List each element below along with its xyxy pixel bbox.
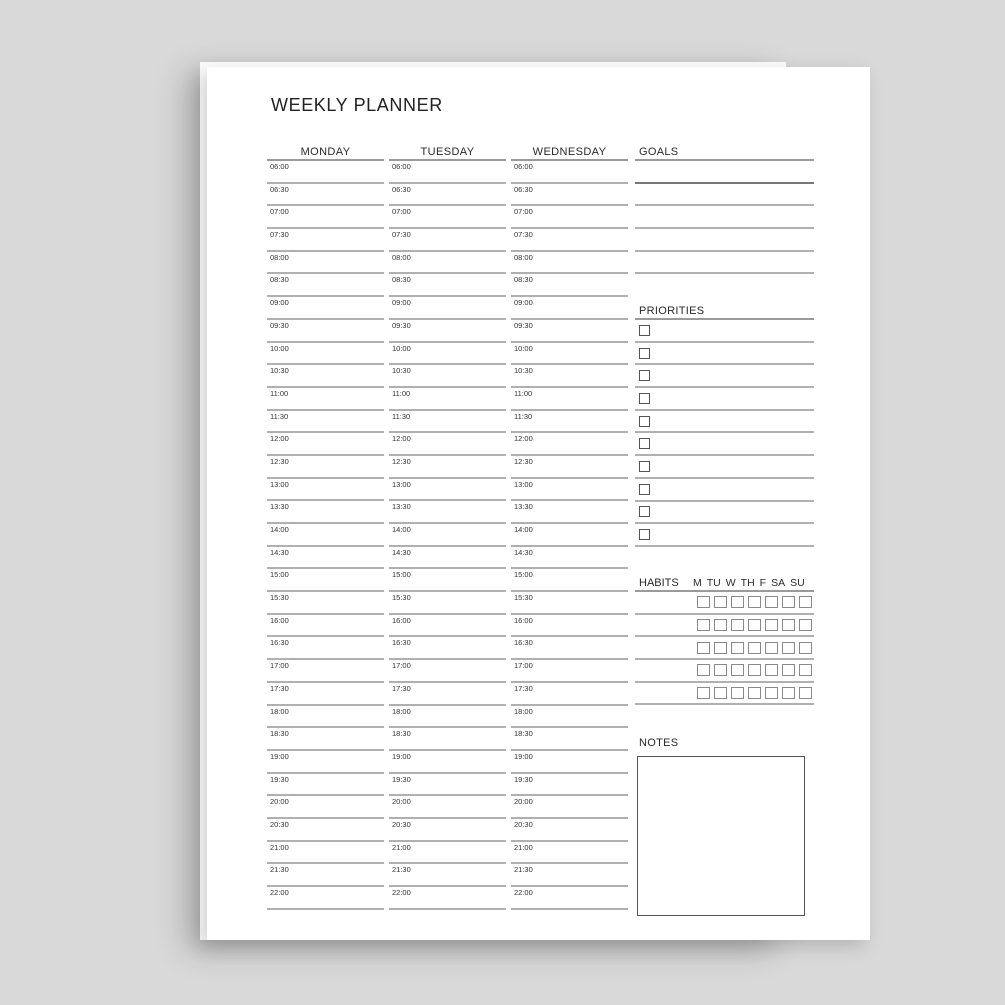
time-slot[interactable]: 07:30: [511, 229, 628, 252]
habit-checkbox[interactable]: [731, 687, 744, 699]
habit-day-names: [693, 576, 810, 590]
checkbox[interactable]: [639, 461, 650, 472]
day-column-wednesday: [511, 145, 628, 910]
time-slot[interactable]: 19:30: [389, 774, 506, 797]
checkbox[interactable]: [639, 325, 650, 336]
time-slot[interactable]: 09:30: [389, 320, 506, 343]
habit-checkbox[interactable]: [697, 619, 710, 631]
time-slot[interactable]: 09:30: [267, 320, 384, 343]
time-slot[interactable]: 14:30: [267, 547, 384, 570]
goal-line[interactable]: [635, 161, 814, 184]
time-slot[interactable]: 08:00: [389, 252, 506, 275]
habit-checkbox[interactable]: [782, 642, 795, 654]
habits-header: [635, 576, 814, 592]
habit-day-label: TU: [706, 577, 721, 589]
time-slot[interactable]: 09:00: [511, 297, 628, 320]
priority-row[interactable]: [635, 343, 814, 366]
habit-day-label: SA: [771, 577, 786, 589]
habit-day-label: F: [759, 577, 767, 589]
habit-checkbox[interactable]: [748, 642, 761, 654]
habits-title: HABITS: [639, 577, 679, 589]
checkbox[interactable]: [639, 529, 650, 540]
time-slot[interactable]: 10:30: [511, 365, 628, 388]
habit-day-label: M: [693, 577, 702, 589]
time-slot[interactable]: 17:30: [511, 683, 628, 706]
habit-checkbox[interactable]: [748, 619, 761, 631]
priority-row[interactable]: [635, 524, 814, 547]
time-slot[interactable]: 07:00: [389, 206, 506, 229]
day-column-tuesday: [389, 145, 506, 910]
time-slot[interactable]: 10:00: [511, 343, 628, 366]
time-slot[interactable]: 16:00: [511, 615, 628, 638]
time-slot[interactable]: 08:00: [511, 252, 628, 275]
day-header: TUESDAY: [389, 145, 506, 161]
habit-row[interactable]: [635, 592, 814, 615]
time-slot[interactable]: 11:30: [267, 411, 384, 434]
habit-day-label: TH: [740, 577, 755, 589]
priorities-title: PRIORITIES: [635, 304, 814, 320]
priority-row[interactable]: [635, 479, 814, 502]
time-slot[interactable]: 08:30: [511, 274, 628, 297]
time-slot[interactable]: 06:00: [267, 161, 384, 184]
time-slot[interactable]: 20:30: [389, 819, 506, 842]
priority-row[interactable]: [635, 433, 814, 456]
habit-row[interactable]: [635, 615, 814, 638]
time-slot[interactable]: 13:00: [267, 479, 384, 502]
time-slot[interactable]: 16:00: [389, 615, 506, 638]
habit-day-label: W: [725, 577, 736, 589]
priority-row[interactable]: [635, 411, 814, 434]
time-slot[interactable]: 22:00: [511, 887, 628, 910]
time-slot[interactable]: 20:00: [511, 796, 628, 819]
habit-checkbox[interactable]: [799, 664, 812, 676]
time-slot[interactable]: 15:00: [389, 569, 506, 592]
goal-line[interactable]: [635, 229, 814, 252]
habit-checkbox[interactable]: [799, 642, 812, 654]
habit-checkbox[interactable]: [782, 664, 795, 676]
planner-page: [207, 67, 870, 940]
time-slot[interactable]: 14:30: [511, 547, 628, 570]
time-slot[interactable]: 07:00: [267, 206, 384, 229]
time-slot[interactable]: 10:30: [267, 365, 384, 388]
time-slot[interactable]: 17:00: [267, 660, 384, 683]
habits-section: [635, 576, 814, 705]
habit-checkbox[interactable]: [748, 596, 761, 608]
habit-checkbox[interactable]: [782, 619, 795, 631]
time-slot[interactable]: 16:30: [389, 637, 506, 660]
habit-checkbox[interactable]: [697, 642, 710, 654]
habit-checkbox[interactable]: [765, 664, 778, 676]
time-slots: [389, 161, 506, 910]
time-slot[interactable]: 14:00: [389, 524, 506, 547]
time-slot[interactable]: 12:30: [267, 456, 384, 479]
time-slot[interactable]: 18:30: [267, 728, 384, 751]
time-slot[interactable]: 15:30: [267, 592, 384, 615]
time-slot[interactable]: 11:00: [389, 388, 506, 411]
habit-checkbox[interactable]: [714, 596, 727, 608]
time-slot[interactable]: 12:00: [511, 433, 628, 456]
priority-row[interactable]: [635, 365, 814, 388]
page-title: WEEKLY PLANNER: [271, 95, 443, 115]
habit-checkbox[interactable]: [731, 619, 744, 631]
day-header: MONDAY: [267, 145, 384, 161]
time-slot[interactable]: 12:30: [511, 456, 628, 479]
notes-title: NOTES: [639, 737, 679, 749]
time-slot[interactable]: 18:00: [267, 706, 384, 729]
time-slot[interactable]: 18:00: [389, 706, 506, 729]
time-slot[interactable]: 19:30: [267, 774, 384, 797]
time-slot[interactable]: 21:30: [267, 864, 384, 887]
priority-row[interactable]: [635, 388, 814, 411]
habit-checkbox[interactable]: [748, 687, 761, 699]
time-slot[interactable]: 18:30: [389, 728, 506, 751]
time-slot[interactable]: 20:30: [267, 819, 384, 842]
time-slot[interactable]: 15:30: [389, 592, 506, 615]
time-slot[interactable]: 06:30: [267, 184, 384, 207]
day-column-monday: [267, 145, 384, 910]
time-slot[interactable]: 09:00: [267, 297, 384, 320]
time-slot[interactable]: 17:00: [389, 660, 506, 683]
time-slot[interactable]: 08:30: [389, 274, 506, 297]
time-slot[interactable]: 20:30: [511, 819, 628, 842]
time-slot[interactable]: 19:00: [511, 751, 628, 774]
time-slot[interactable]: 07:30: [389, 229, 506, 252]
habit-row[interactable]: [635, 660, 814, 683]
time-slot[interactable]: 06:00: [389, 161, 506, 184]
time-slot[interactable]: 06:30: [511, 184, 628, 207]
time-slot[interactable]: 15:00: [511, 569, 628, 592]
time-slot[interactable]: 06:00: [511, 161, 628, 184]
time-slot[interactable]: 13:00: [389, 479, 506, 502]
time-slot[interactable]: 21:00: [511, 842, 628, 865]
time-slot[interactable]: 08:30: [267, 274, 384, 297]
habit-checkbox[interactable]: [782, 596, 795, 608]
time-slots: [511, 161, 628, 910]
time-slot[interactable]: 11:30: [389, 411, 506, 434]
habit-checkbox[interactable]: [714, 642, 727, 654]
time-slot[interactable]: 21:00: [267, 842, 384, 865]
time-slot[interactable]: 12:30: [389, 456, 506, 479]
time-slot[interactable]: 07:30: [267, 229, 384, 252]
time-slot[interactable]: 21:30: [511, 864, 628, 887]
habit-checkbox[interactable]: [731, 596, 744, 608]
habit-checkbox[interactable]: [697, 596, 710, 608]
time-slot[interactable]: 06:30: [389, 184, 506, 207]
time-slot[interactable]: 13:30: [511, 501, 628, 524]
time-slot[interactable]: 11:00: [267, 388, 384, 411]
time-slot[interactable]: 19:00: [267, 751, 384, 774]
priority-rows: [635, 320, 814, 547]
habit-checkbox[interactable]: [714, 664, 727, 676]
time-slot[interactable]: 19:00: [389, 751, 506, 774]
time-slot[interactable]: 19:30: [511, 774, 628, 797]
time-slot[interactable]: 22:00: [389, 887, 506, 910]
time-slots: [267, 161, 384, 910]
habit-checkbox[interactable]: [748, 664, 761, 676]
notes-box[interactable]: [637, 756, 805, 916]
habit-checkbox[interactable]: [731, 642, 744, 654]
priority-row[interactable]: [635, 502, 814, 525]
goals-title: GOALS: [635, 145, 814, 161]
time-slot[interactable]: 14:00: [267, 524, 384, 547]
time-slot[interactable]: 12:00: [389, 433, 506, 456]
time-slot[interactable]: 18:30: [511, 728, 628, 751]
habit-checkbox[interactable]: [731, 664, 744, 676]
time-slot[interactable]: 22:00: [267, 887, 384, 910]
time-slot[interactable]: 17:00: [511, 660, 628, 683]
time-slot[interactable]: 14:30: [389, 547, 506, 570]
time-slot[interactable]: 13:30: [389, 501, 506, 524]
habit-checkbox[interactable]: [799, 596, 812, 608]
checkbox[interactable]: [639, 506, 650, 517]
time-slot[interactable]: 17:30: [267, 683, 384, 706]
checkbox[interactable]: [639, 370, 650, 381]
time-slot[interactable]: 16:00: [267, 615, 384, 638]
time-slot[interactable]: 10:00: [389, 343, 506, 366]
habit-row[interactable]: [635, 637, 814, 660]
checkbox[interactable]: [639, 484, 650, 495]
habit-checkbox[interactable]: [799, 619, 812, 631]
time-slot[interactable]: 10:30: [389, 365, 506, 388]
habit-checkbox[interactable]: [765, 642, 778, 654]
time-slot[interactable]: 10:00: [267, 343, 384, 366]
time-slot[interactable]: 09:30: [511, 320, 628, 343]
checkbox[interactable]: [639, 416, 650, 427]
time-slot[interactable]: 14:00: [511, 524, 628, 547]
checkbox[interactable]: [639, 348, 650, 359]
time-slot[interactable]: 07:00: [511, 206, 628, 229]
goal-line[interactable]: [635, 252, 814, 275]
checkbox[interactable]: [639, 438, 650, 449]
time-slot[interactable]: 21:00: [389, 842, 506, 865]
goal-lines: [635, 161, 814, 274]
habit-checkbox[interactable]: [782, 687, 795, 699]
priorities-section: [635, 304, 814, 547]
habit-row[interactable]: [635, 683, 814, 706]
time-slot[interactable]: 16:30: [267, 637, 384, 660]
time-slot[interactable]: 20:00: [389, 796, 506, 819]
habit-checkbox[interactable]: [765, 687, 778, 699]
time-slot[interactable]: 16:30: [511, 637, 628, 660]
time-slot[interactable]: 20:00: [267, 796, 384, 819]
time-slot[interactable]: 11:00: [511, 388, 628, 411]
time-slot[interactable]: 15:00: [267, 569, 384, 592]
time-slot[interactable]: 21:30: [389, 864, 506, 887]
priority-row[interactable]: [635, 456, 814, 479]
priority-row[interactable]: [635, 320, 814, 343]
habit-checkbox[interactable]: [714, 687, 727, 699]
habit-checkbox[interactable]: [697, 687, 710, 699]
notes-section: [635, 736, 814, 916]
habit-day-label: SU: [790, 577, 805, 589]
time-slot[interactable]: 18:00: [511, 706, 628, 729]
habit-checkbox[interactable]: [765, 619, 778, 631]
time-slot[interactable]: 13:30: [267, 501, 384, 524]
checkbox[interactable]: [639, 393, 650, 404]
time-slot[interactable]: 15:30: [511, 592, 628, 615]
time-slot[interactable]: 13:00: [511, 479, 628, 502]
time-slot[interactable]: 11:30: [511, 411, 628, 434]
day-header: WEDNESDAY: [511, 145, 628, 161]
habit-checkbox[interactable]: [697, 664, 710, 676]
goal-line[interactable]: [635, 184, 814, 207]
time-slot[interactable]: 09:00: [389, 297, 506, 320]
time-slot[interactable]: 12:00: [267, 433, 384, 456]
habit-checkbox[interactable]: [799, 687, 812, 699]
habit-checkbox[interactable]: [714, 619, 727, 631]
habit-rows: [635, 592, 814, 705]
goals-section: [635, 145, 814, 274]
goal-line[interactable]: [635, 206, 814, 229]
time-slot[interactable]: 08:00: [267, 252, 384, 275]
habit-checkbox[interactable]: [765, 596, 778, 608]
time-slot[interactable]: 17:30: [389, 683, 506, 706]
